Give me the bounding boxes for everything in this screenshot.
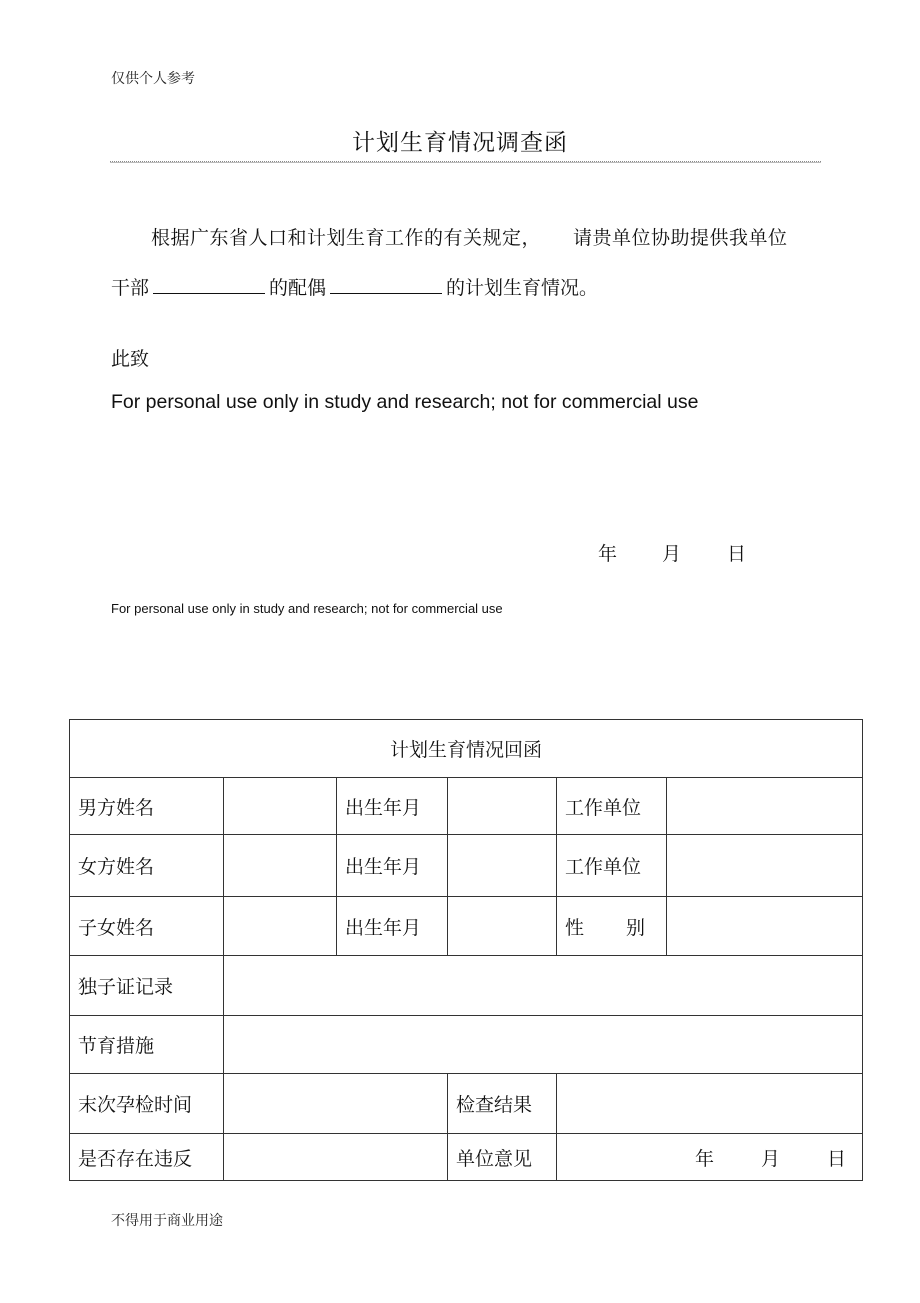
child-gender-field[interactable] bbox=[667, 897, 863, 956]
table-row-child bbox=[70, 897, 863, 956]
checkup-result-field[interactable] bbox=[557, 1074, 863, 1134]
only-child-record-field[interactable] bbox=[224, 956, 863, 1016]
opinion-date-day: 日 bbox=[827, 1147, 847, 1170]
table-row-violation bbox=[70, 1134, 863, 1181]
para1-text-a: 根据广东省人口和计划生育工作的有关规定， bbox=[151, 227, 542, 249]
salutation: 此致 bbox=[111, 348, 150, 370]
violation-label: 是否存在违反 bbox=[70, 1134, 224, 1181]
spouse-name-blank[interactable] bbox=[330, 275, 442, 294]
last-checkup-field[interactable] bbox=[224, 1074, 448, 1134]
table-row-male bbox=[70, 778, 863, 835]
contraception-field[interactable] bbox=[224, 1016, 863, 1074]
opinion-date-month: 月 bbox=[761, 1147, 781, 1170]
reply-form-title: 计划生育情况回函 bbox=[70, 720, 863, 778]
reply-form-title-row bbox=[70, 720, 863, 778]
male-birth-label: 出生年月 bbox=[337, 778, 448, 835]
para2-text-c: 的计划生育情况。 bbox=[446, 277, 599, 299]
male-birth-field[interactable] bbox=[448, 778, 557, 835]
unit-opinion-label: 单位意见 bbox=[448, 1134, 557, 1181]
child-birth-label: 出生年月 bbox=[337, 897, 448, 956]
child-gender-label bbox=[557, 897, 667, 956]
date-year: 年 bbox=[598, 543, 618, 565]
only-child-record-label: 独子证记录 bbox=[70, 956, 224, 1016]
female-name-field[interactable] bbox=[224, 835, 337, 897]
child-name-label: 子女姓名 bbox=[70, 897, 224, 956]
footer-note: 不得用于商业用途 bbox=[111, 1213, 223, 1229]
female-work-unit-label: 工作单位 bbox=[557, 835, 667, 897]
disclaimer-large: For personal use only in study and research; not for commercial use bbox=[111, 391, 699, 413]
letter-paragraph-1 bbox=[151, 223, 788, 250]
table-row-last-checkup bbox=[70, 1074, 863, 1134]
letter-paragraph-2 bbox=[111, 273, 598, 300]
opinion-date-year: 年 bbox=[695, 1147, 715, 1170]
child-name-field[interactable] bbox=[224, 897, 337, 956]
document-title: 计划生育情况调查函 bbox=[352, 130, 568, 156]
para2-text-a: 干部 bbox=[111, 277, 150, 299]
unit-opinion-field[interactable] bbox=[557, 1134, 863, 1181]
gender-label-b: 别 bbox=[625, 916, 645, 939]
last-checkup-label: 末次孕检时间 bbox=[70, 1074, 224, 1134]
male-work-unit-label: 工作单位 bbox=[557, 778, 667, 835]
gender-label-a: 性 bbox=[565, 916, 585, 939]
date-day: 日 bbox=[727, 543, 747, 565]
female-birth-label: 出生年月 bbox=[337, 835, 448, 897]
checkup-result-label: 检查结果 bbox=[448, 1074, 557, 1134]
female-work-unit-field[interactable] bbox=[667, 835, 863, 897]
female-name-label: 女方姓名 bbox=[70, 835, 224, 897]
date-month: 月 bbox=[662, 543, 682, 565]
title-divider bbox=[110, 161, 821, 163]
letter-date bbox=[598, 539, 746, 566]
male-work-unit-field[interactable] bbox=[667, 778, 863, 835]
cadre-name-blank[interactable] bbox=[153, 275, 265, 294]
male-name-label: 男方姓名 bbox=[70, 778, 224, 835]
male-name-field[interactable] bbox=[224, 778, 337, 835]
header-note: 仅供个人参考 bbox=[111, 71, 195, 87]
para2-text-b: 的配偶 bbox=[269, 277, 327, 299]
female-birth-field[interactable] bbox=[448, 835, 557, 897]
para1-text-b: 请贵单位协助提供我单位 bbox=[573, 227, 788, 249]
contraception-label: 节育措施 bbox=[70, 1016, 224, 1074]
disclaimer-small: For personal use only in study and research; not for commercial use bbox=[111, 601, 503, 616]
table-row-female bbox=[70, 835, 863, 897]
table-row-only-child bbox=[70, 956, 863, 1016]
violation-field[interactable] bbox=[224, 1134, 448, 1181]
reply-form-table bbox=[69, 719, 863, 1181]
child-birth-field[interactable] bbox=[448, 897, 557, 956]
table-row-contraception bbox=[70, 1016, 863, 1074]
